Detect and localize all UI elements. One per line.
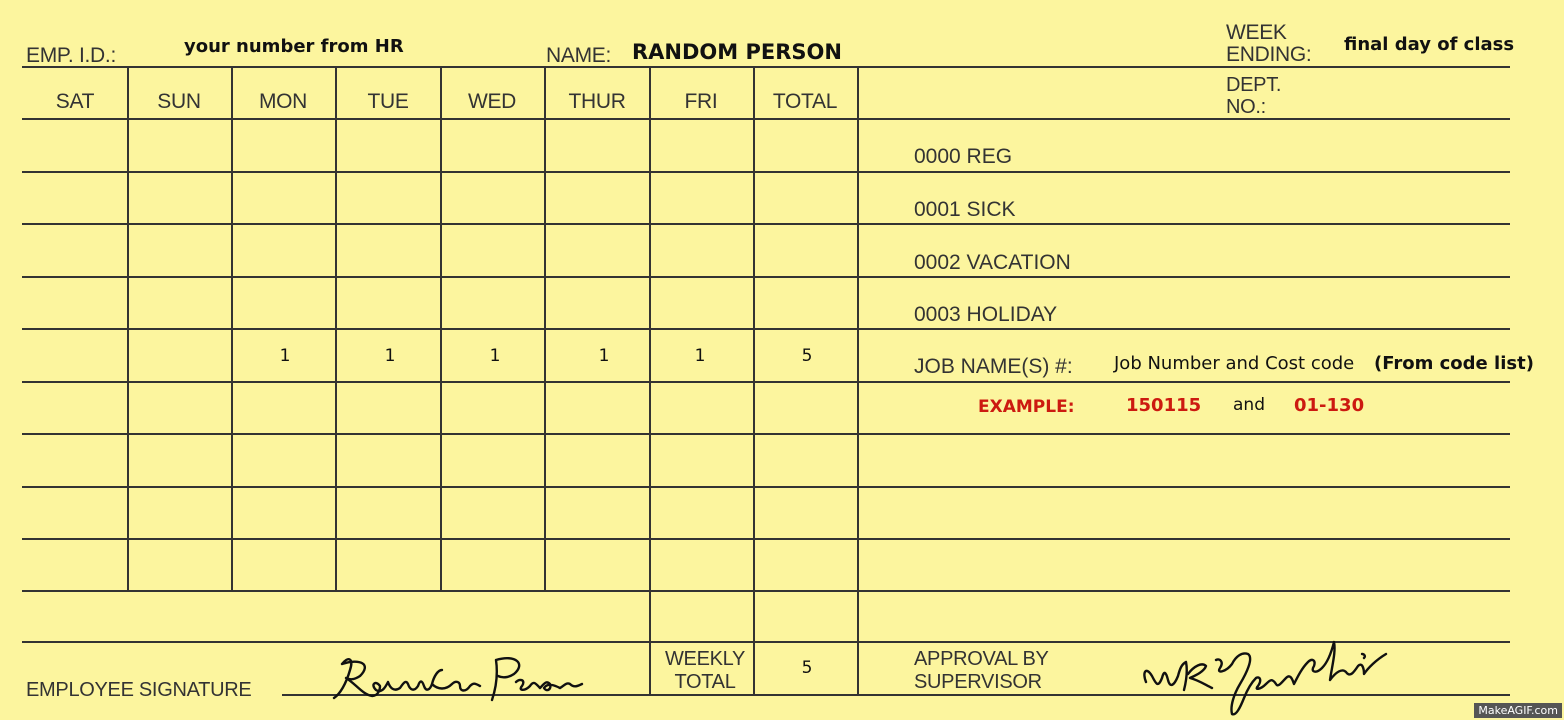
- example-label: EXAMPLE:: [978, 397, 1075, 417]
- supervisor-approval-label: APPROVAL BY SUPERVISOR: [914, 648, 1049, 693]
- job-row-tue[interactable]: 1: [384, 346, 396, 366]
- job-row-thur[interactable]: 1: [598, 346, 610, 366]
- day-header-tue: TUE: [367, 90, 409, 113]
- day-header-total: TOTAL: [772, 90, 838, 113]
- week-ending-label: WEEK ENDING:: [1226, 21, 1312, 66]
- time-code-sick: 0001 SICK: [914, 198, 1016, 221]
- job-row-wed[interactable]: 1: [489, 346, 501, 366]
- employee-signature[interactable]: [320, 650, 590, 710]
- example-connector: and: [1233, 395, 1265, 415]
- job-names-text[interactable]: Job Number and Cost code: [1114, 353, 1355, 374]
- day-header-thur: THUR: [568, 90, 626, 113]
- example-job-number: 150115: [1126, 395, 1202, 416]
- example-cost-code: 01-130: [1294, 395, 1365, 416]
- day-header-mon: MON: [258, 90, 308, 113]
- weekly-total-label: WEEKLY TOTAL: [664, 648, 746, 693]
- dept-no-label: DEPT. NO.:: [1226, 74, 1282, 118]
- emp-id-value[interactable]: your number from HR: [184, 36, 404, 57]
- day-header-sat: SAT: [55, 90, 95, 113]
- time-code-vacation: 0002 VACATION: [914, 251, 1071, 274]
- day-header-sun: SUN: [157, 90, 201, 113]
- name-value[interactable]: RANDOM PERSON: [632, 40, 842, 64]
- job-names-note: (From code list): [1374, 353, 1534, 374]
- job-row-total[interactable]: 5: [801, 346, 813, 366]
- emp-id-label: EMP. I.D.:: [26, 44, 116, 67]
- time-code-reg: 0000 REG: [914, 145, 1013, 168]
- name-label: NAME:: [546, 44, 612, 67]
- job-names-label: JOB NAME(S) #:: [914, 355, 1073, 378]
- week-ending-value[interactable]: final day of class: [1344, 34, 1515, 55]
- weekly-total-value[interactable]: 5: [801, 658, 813, 678]
- day-header-wed: WED: [467, 90, 517, 113]
- time-code-holiday: 0003 HOLIDAY: [914, 303, 1058, 326]
- employee-signature-label: EMPLOYEE SIGNATURE: [26, 679, 252, 701]
- job-row-fri[interactable]: 1: [694, 346, 706, 366]
- day-header-fri: FRI: [684, 90, 718, 113]
- supervisor-signature[interactable]: [1136, 632, 1406, 718]
- makeagif-watermark: MakeAGIF.com: [1474, 703, 1562, 718]
- job-row-mon[interactable]: 1: [279, 346, 291, 366]
